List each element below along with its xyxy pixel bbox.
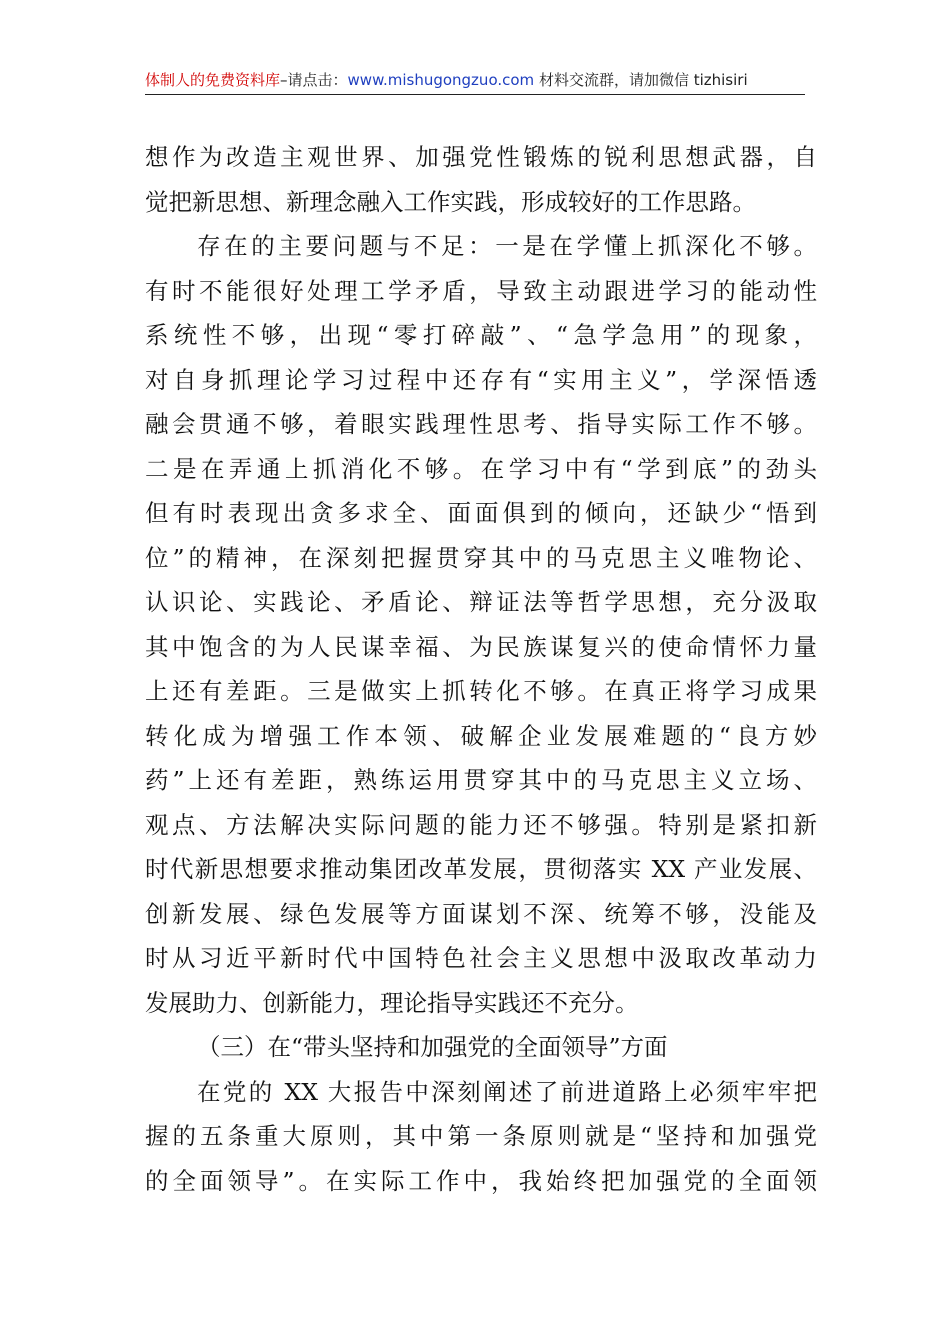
text-line: 位”的精神，在深刻把握贯穿其中的马克思主义唯物论、 xyxy=(145,543,817,572)
text-line: 在党的 XX 大报告中深刻阐述了前进道路上必须牢牢把 xyxy=(197,1077,817,1106)
text-line: 的全面领导”。在实际工作中，我始终把加强党的全面领 xyxy=(145,1166,817,1195)
text-line: 融会贯通不够，着眼实践理性思考、指导实际工作不够。 xyxy=(145,410,817,438)
text-line: 转化成为增强工作本领、破解企业发展难题的“良方妙 xyxy=(145,721,817,750)
text-line: 存在的主要问题与不足：一是在学懂上抓深化不够。 xyxy=(197,232,817,260)
text-line: 认识论、实践论、矛盾论、辩证法等哲学思想，充分汲取 xyxy=(145,588,817,616)
text-line: 二是在弄通上抓消化不够。在学习中有“学到底”的劲头 xyxy=(145,454,817,483)
section-heading: （三）在“带头坚持和加强党的全面领导”方面 xyxy=(197,1033,668,1061)
text-line: 药”上还有差距，熟练运用贯穿其中的马克思主义立场、 xyxy=(145,766,817,794)
text-line: 握的五条重大原则，其中第一条原则就是“坚持和加强党 xyxy=(145,1122,817,1150)
text-line: 想作为改造主观世界、加强党性锻炼的锐利思想武器，自 xyxy=(145,143,817,171)
text-line: 觉把新思想、新理念融入工作实践，形成较好的工作思路。 xyxy=(145,187,756,216)
text-line: 系统性不够，出现“零打碎敲”、“急学急用”的现象， xyxy=(145,321,817,349)
text-line: 观点、方法解决实际问题的能力还不够强。特别是紧扣新 xyxy=(145,810,817,839)
text-line: 上还有差距。三是做实上抓转化不够。在真正将学习成果 xyxy=(145,677,817,705)
watermark-header xyxy=(145,66,805,95)
text-line: 时从习近平新时代中国特色社会主义思想中汲取改革动力 xyxy=(145,944,817,972)
header-contact: 材料交流群，请加微信 tizhisiri xyxy=(534,71,748,89)
text-line: 发展助力、创新能力，理论指导实践还不充分。 xyxy=(145,988,639,1017)
text-line: 时代新思想要求推动集团改革发展，贯彻落实 XX 产业发展、 xyxy=(145,855,817,883)
header-prompt: –请点击： xyxy=(280,71,348,89)
text-line: 但有时表现出贪多求全、面面俱到的倾向，还缺少“悟到 xyxy=(145,499,817,527)
text-line: 有时不能很好处理工学矛盾，导致主动跟进学习的能动性 xyxy=(145,276,817,305)
text-line: 创新发展、绿色发展等方面谋划不深、统筹不够，没能及 xyxy=(145,899,817,928)
header-brand: 体制人的免费资料库 xyxy=(145,71,281,89)
text-line: 对自身抓理论学习过程中还存有“实用主义”，学深悟透 xyxy=(145,365,817,394)
text-line: 其中饱含的为人民谋幸福、为民族谋复兴的使命情怀力量 xyxy=(145,632,817,661)
document-body xyxy=(145,135,817,1203)
header-link[interactable]: www.mishugongzuo.com xyxy=(347,71,535,89)
